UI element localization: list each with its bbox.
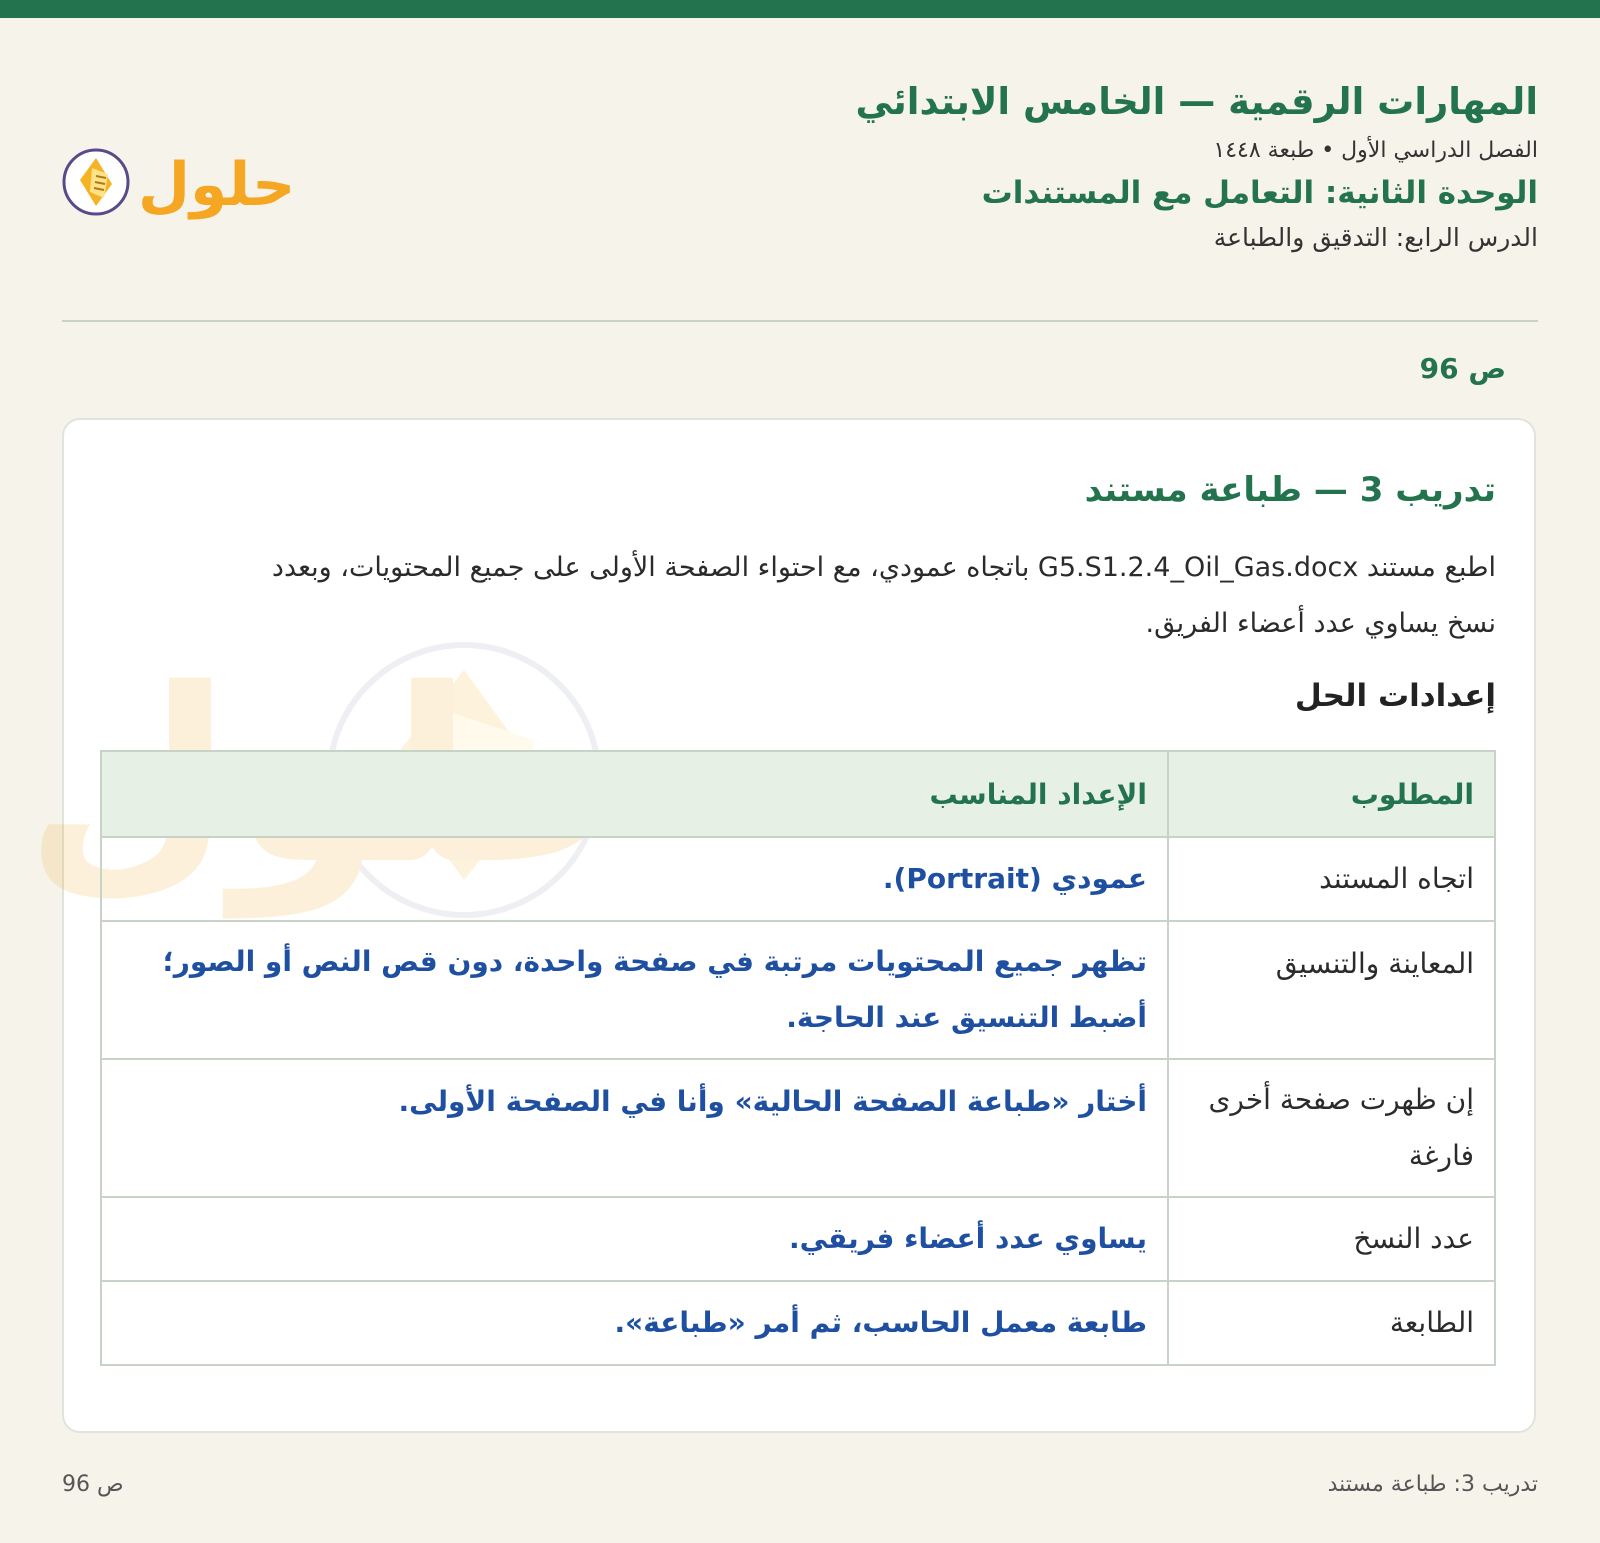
logo-wordmark: حلول	[138, 150, 296, 220]
header-titles	[855, 70, 1538, 252]
answer-cell: طابعة معمل الحاسب، ثم أمر «طباعة».	[101, 1281, 1168, 1365]
footer-exercise-label: تدريب 3: طباعة مستند	[1327, 1472, 1538, 1497]
top-accent-bar	[0, 0, 1600, 18]
column-header-setting: الإعداد المناسب	[101, 751, 1168, 837]
unit-title: الوحدة الثانية: التعامل مع المستندات	[981, 175, 1538, 212]
hulul-logo	[62, 140, 296, 230]
table-header-row	[101, 751, 1495, 837]
exercise-title: تدريب 3 — طباعة مستند	[1084, 470, 1496, 510]
answer-cell: عمودي (Portrait).	[101, 837, 1168, 921]
answer-cell: يساوي عدد أعضاء فريقي.	[101, 1197, 1168, 1281]
answer-cell: تظهر جميع المحتويات مرتبة في صفحة واحدة، دون قص النص أو الصور؛ أضبط التنسيق عند الحاجة.	[101, 921, 1168, 1059]
page-header	[62, 70, 1538, 322]
table-row	[101, 1059, 1495, 1197]
required-cell: إن ظهرت صفحة أخرى فارغة	[1168, 1059, 1495, 1197]
footer-page-number: ص 96	[62, 1472, 124, 1497]
required-cell: اتجاه المستند	[1168, 837, 1495, 921]
exercise-instruction: اطبع مستند G5.S1.2.4_Oil_Gas.docx باتجاه عمودي، مع احتواء الصفحة الأولى على جميع المحتويات، وبعدد نسخ يساوي عدد أعضاء الفريق.	[271, 552, 1496, 639]
lesson-title: الدرس الرابع: التدقيق والطباعة	[1213, 223, 1538, 253]
column-header-required: المطلوب	[1168, 751, 1495, 837]
page-title: المهارات الرقمية — الخامس الابتدائي	[855, 80, 1538, 123]
table-row	[101, 837, 1495, 921]
table-row	[101, 921, 1495, 1059]
required-cell: الطابعة	[1168, 1281, 1495, 1365]
table-row	[101, 1281, 1495, 1365]
table-row	[101, 1197, 1495, 1281]
required-cell: عدد النسخ	[1168, 1197, 1495, 1281]
settings-heading: إعدادات الحل	[1294, 678, 1496, 714]
required-cell: المعاينة والتنسيق	[1168, 921, 1495, 1059]
exercise-card	[62, 418, 1536, 1433]
solution-table	[100, 750, 1496, 1366]
semester-label: الفصل الدراسي الأول • طبعة ١٤٤٨	[1213, 138, 1538, 164]
page-number: ص 96	[1419, 352, 1506, 385]
answer-cell: أختار «طباعة الصفحة الحالية» وأنا في الصفحة الأولى.	[101, 1059, 1168, 1197]
